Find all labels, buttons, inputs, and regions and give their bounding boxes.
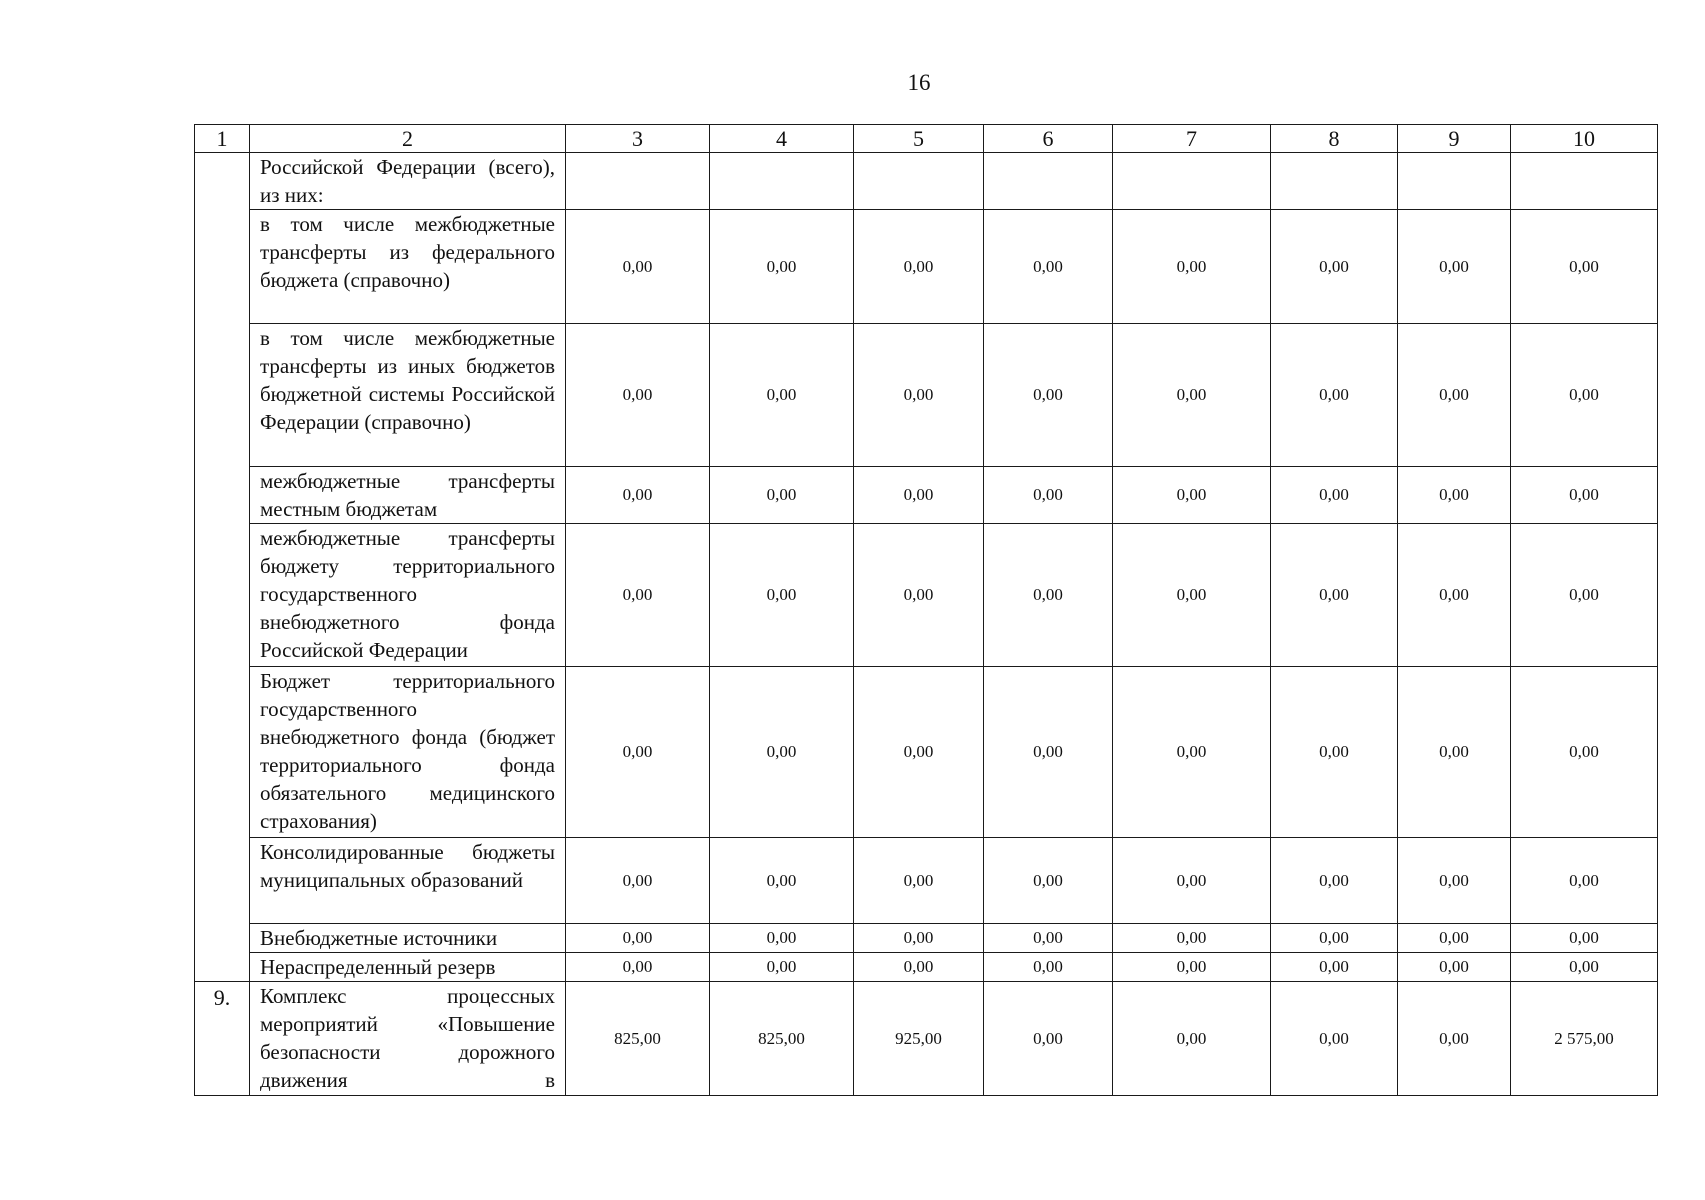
value-cell: 0,00 (710, 924, 854, 953)
value-cell: 0,00 (984, 982, 1113, 1096)
value-cell: 0,00 (1511, 467, 1658, 524)
value-cell (566, 153, 710, 210)
value-cell: 0,00 (1113, 924, 1271, 953)
table-row (195, 210, 1658, 324)
value-cell: 0,00 (1511, 667, 1658, 838)
value-cell (710, 153, 854, 210)
value-cell: 0,00 (1271, 210, 1398, 324)
value-cell: 0,00 (1113, 667, 1271, 838)
value-cell: 0,00 (1398, 524, 1511, 667)
value-cell: 0,00 (1398, 324, 1511, 467)
table-row (195, 953, 1658, 982)
value-cell: 0,00 (710, 667, 854, 838)
value-cell: 0,00 (854, 210, 984, 324)
value-cell: 0,00 (710, 838, 854, 924)
value-cell: 0,00 (854, 524, 984, 667)
value-cell: 0,00 (566, 667, 710, 838)
value-cell: 0,00 (984, 467, 1113, 524)
header-cell: 6 (984, 125, 1113, 153)
table-row (195, 524, 1658, 667)
value-cell: 0,00 (566, 924, 710, 953)
value-cell: 0,00 (1511, 838, 1658, 924)
table-row (195, 324, 1658, 467)
value-cell: 0,00 (854, 838, 984, 924)
budget-table (194, 124, 1658, 1096)
value-cell (984, 153, 1113, 210)
table-row (195, 838, 1658, 924)
table-row (195, 924, 1658, 953)
value-cell: 0,00 (710, 467, 854, 524)
value-cell: 0,00 (1113, 838, 1271, 924)
value-cell: 925,00 (854, 982, 984, 1096)
value-cell: 0,00 (1398, 838, 1511, 924)
row-description: Комплекс процессных мероприятий «Повышение безопасности дорожного движения в (250, 982, 566, 1096)
value-cell: 0,00 (1271, 924, 1398, 953)
value-cell: 0,00 (1511, 953, 1658, 982)
value-cell: 0,00 (1511, 210, 1658, 324)
value-cell: 0,00 (1113, 524, 1271, 667)
value-cell: 825,00 (710, 982, 854, 1096)
value-cell: 0,00 (710, 324, 854, 467)
value-cell: 0,00 (1511, 524, 1658, 667)
header-cell: 10 (1511, 125, 1658, 153)
value-cell: 0,00 (566, 524, 710, 667)
value-cell: 0,00 (710, 524, 854, 667)
value-cell (1113, 153, 1271, 210)
row-description: в том числе межбюджетные трансферты из иных бюджетов бюджетной системы Российской Федерации (справочно) (250, 324, 566, 467)
value-cell: 0,00 (1271, 953, 1398, 982)
value-cell: 0,00 (1398, 467, 1511, 524)
row-description: межбюджетные трансферты местным бюджетам (250, 467, 566, 524)
page-number: 16 (907, 70, 931, 95)
value-cell: 0,00 (1398, 924, 1511, 953)
value-cell: 0,00 (1271, 467, 1398, 524)
row-description: Нераспределенный резерв (250, 953, 566, 982)
value-cell: 0,00 (854, 953, 984, 982)
value-cell: 0,00 (984, 524, 1113, 667)
value-cell: 0,00 (710, 953, 854, 982)
row-number: 9. (195, 982, 250, 1096)
value-cell: 0,00 (854, 667, 984, 838)
value-cell: 0,00 (854, 467, 984, 524)
header-cell: 9 (1398, 125, 1511, 153)
value-cell: 0,00 (1398, 667, 1511, 838)
header-cell: 4 (710, 125, 854, 153)
value-cell (854, 153, 984, 210)
value-cell: 0,00 (1271, 667, 1398, 838)
value-cell: 0,00 (854, 324, 984, 467)
header-row (195, 125, 1658, 153)
value-cell: 0,00 (1271, 982, 1398, 1096)
row-description: Консолидированные бюджеты муниципальных образований (250, 838, 566, 924)
row-description: Российской Федерации (всего), из них: (250, 153, 566, 210)
value-cell (1271, 153, 1398, 210)
row-description: межбюджетные трансферты бюджету территориального государственного внебюджетного фонда Российской Федерации (250, 524, 566, 667)
table-row (195, 667, 1658, 838)
value-cell: 0,00 (984, 324, 1113, 467)
header-cell: 3 (566, 125, 710, 153)
value-cell: 0,00 (566, 467, 710, 524)
value-cell: 0,00 (1113, 210, 1271, 324)
value-cell: 0,00 (1271, 324, 1398, 467)
value-cell: 0,00 (566, 838, 710, 924)
row-number (195, 153, 250, 982)
value-cell: 0,00 (984, 667, 1113, 838)
value-cell: 0,00 (710, 210, 854, 324)
value-cell: 2 575,00 (1511, 982, 1658, 1096)
header-cell: 1 (195, 125, 250, 153)
value-cell: 825,00 (566, 982, 710, 1096)
value-cell (1398, 153, 1511, 210)
value-cell: 0,00 (984, 953, 1113, 982)
table-row (195, 467, 1658, 524)
value-cell: 0,00 (1511, 324, 1658, 467)
value-cell: 0,00 (984, 924, 1113, 953)
value-cell: 0,00 (566, 210, 710, 324)
value-cell: 0,00 (1511, 924, 1658, 953)
row-description: в том числе межбюджетные трансферты из федерального бюджета (справочно) (250, 210, 566, 324)
row-description: Бюджет территориального государственного внебюджетного фонда (бюджет территориального фонда обязательного медицинского страхования) (250, 667, 566, 838)
value-cell: 0,00 (1113, 982, 1271, 1096)
value-cell: 0,00 (1271, 838, 1398, 924)
value-cell: 0,00 (1398, 953, 1511, 982)
value-cell: 0,00 (1113, 467, 1271, 524)
value-cell: 0,00 (984, 838, 1113, 924)
value-cell: 0,00 (984, 210, 1113, 324)
value-cell: 0,00 (566, 953, 710, 982)
value-cell (1511, 153, 1658, 210)
header-cell: 5 (854, 125, 984, 153)
header-cell: 2 (250, 125, 566, 153)
value-cell: 0,00 (1398, 982, 1511, 1096)
row-description: Внебюджетные источники (250, 924, 566, 953)
value-cell: 0,00 (1271, 524, 1398, 667)
value-cell: 0,00 (566, 324, 710, 467)
header-cell: 8 (1271, 125, 1398, 153)
value-cell: 0,00 (1398, 210, 1511, 324)
header-cell: 7 (1113, 125, 1271, 153)
table-row (195, 982, 1658, 1096)
value-cell: 0,00 (1113, 324, 1271, 467)
value-cell: 0,00 (854, 924, 984, 953)
value-cell: 0,00 (1113, 953, 1271, 982)
table-row (195, 153, 1658, 210)
